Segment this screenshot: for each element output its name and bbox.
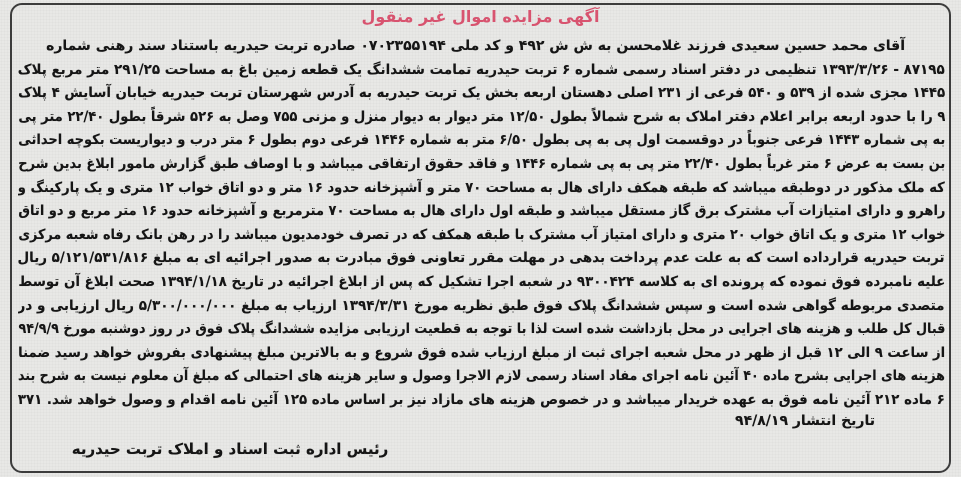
notice-body-line bbox=[18, 269, 945, 293]
notice-body-line-text: متصدی مربوطه گواهی شده است و سپس ششدانگ پلاک فوق طبق نظریه مورخ ۱۳۹۴/۳/۳۱ ارزیاب به مبلغ ۵/۳۰۰/۰۰۰/۰۰۰ ریال ارزیابی و در bbox=[18, 297, 945, 314]
publish-date bbox=[735, 410, 875, 432]
notice-body-line-text: به پی شماره ۱۴۴۳ فرعی جنوباً در دوقسمت اول پی به پی بطول ۶/۵۰ متر به شماره ۱۴۴۶ فرعی دوم بطول ۶ متر درب و دیواریست بکوچه احداثی bbox=[18, 132, 945, 149]
notice-body-line bbox=[18, 175, 945, 199]
notice-title: آگهی مزایده اموال غیر منقول bbox=[361, 7, 600, 26]
notice-body-line bbox=[18, 127, 945, 151]
signature-block bbox=[32, 437, 428, 461]
notice-body-line-text: از ساعت ۹ الی ۱۲ قبل از ظهر در محل شعبه اجرای ثبت از مبلغ ارزیاب شده فوق شروع و به بالاترین مبلغ پیشنهادی بفروش خواهد رسید ضمنا bbox=[18, 344, 945, 361]
notice-body-line-text: آقای محمد حسین سعیدی فرزند غلامحسن به ش ش ۴۹۲ و کد ملی ۰۷۰۲۳۵۵۱۹۴ صادره تربت حیدریه باستناد سند رهنی شماره bbox=[46, 38, 905, 54]
notice-body-line-text: ۶ ماده ۲۱۲ آئین نامه فوق به عهده خریدار میباشد و در خصوص هزینه های مازاد نیز بر اساس ماده ۱۲۵ آئین نامه اقدام و وصول خواهد شد. ۳۷۱ bbox=[18, 391, 945, 408]
notice-body-line-text: ۸۷۱۹۵ - ۱۳۹۳/۳/۲۶ تنظیمی در دفتر اسناد رسمی شماره ۶ تربت حیدریه تمامت ششدانگ یک قطعه زمین باغ به مساحت ۲۹۱/۲۵ متر مربع پلاک bbox=[18, 61, 945, 78]
notice-body-line bbox=[18, 33, 945, 57]
notice-body-line-text: تربت حیدریه قرارداده است که به علت عدم پرداخت بدهی در مهلت مقرر تعاونی فوق مبادرت به صدور اجرائیه ای به مبلغ ۵/۱۲۱/۵۳۱/۸۱۶ ریال bbox=[18, 250, 945, 267]
publish-date-value: ۹۴/۸/۱۹ bbox=[735, 413, 788, 429]
notice-body-line bbox=[18, 80, 945, 104]
notice-body-line-text: قبال کل طلب و هزینه های اجرایی در محل بازداشت شده است لذا با توجه به قطعیت ارزیابی مزایده ششدانگ پلاک فوق در روز دوشنبه مورخ ۹۴/۹/۹ bbox=[18, 321, 945, 338]
notice-body-line-text: علیه نامبرده فوق نموده که پرونده ای به کلاسه ۹۳۰۰۴۲۴ در شعبه اجرا تشکیل که پس از ابلاغ اجرائیه در تاریخ ۱۳۹۴/۱/۱۸ صحت ابلاغ آن توسط bbox=[18, 273, 945, 290]
notice-body-line bbox=[18, 57, 945, 81]
notice-body-line-text: هزینه های اجرایی بشرح ماده ۴۰ آئین نامه اجرای مفاد اسناد رسمی لازم الاجرا وصول و سایر هزینه های احتمالی که مبلغ آن معلوم نیست به شرح بند bbox=[18, 368, 945, 385]
notice-body-line bbox=[18, 316, 945, 340]
notice-body-line bbox=[18, 293, 945, 317]
notice-body-line-text: ۹ را با حدود اربعه برابر اعلام دفتر املاک به شرح شمالاً بطول ۱۲/۵۰ متر دیوار به دیوار منزل و مزنی ۷۵۵ وصل به ۵۲۶ شرقاً بطول ۲۲/۴۰ متر پی bbox=[18, 108, 945, 125]
notice-body-line bbox=[18, 222, 945, 246]
notice-body-line-text: ۱۴۴۵ مجزی شده از ۵۳۹ و ۵۴۰ فرعی از ۲۳۱ اصلی دهستان اربعه بخش یک تربت حیدریه به آدرس شهرستان تربت حیدریه خیابان آسایش ۴ پلاک bbox=[18, 85, 945, 102]
notice-body-line bbox=[18, 104, 945, 128]
notice-body-line-text: راهرو و دارای امتیازات آب مشترک برق گاز مستقل میباشد و طبقه اول دارای هال به مساحت ۷۰ مترمربع و آشپزخانه حدود ۱۶ متر مربع و دو اتاق bbox=[18, 203, 945, 220]
notice-body-line-text: خواب ۱۲ متری و یک اتاق خواب ۲۰ متری و دارای امتیاز آب مشترک با طبقه همکف که در تصرف خودمدیون میباشد را در رهن بانک رفاه شعبه مرکزی bbox=[18, 226, 945, 243]
notice-body-line bbox=[18, 198, 945, 222]
signature-text: رئیس اداره ثبت اسناد و املاک تربت حیدریه bbox=[71, 440, 389, 458]
notice-body-line bbox=[18, 245, 945, 269]
notice-body-line bbox=[18, 387, 945, 411]
publish-date-label: تاریخ انتشار bbox=[792, 413, 875, 429]
notice-body-line bbox=[18, 340, 945, 364]
notice-body bbox=[18, 33, 945, 411]
notice-body-line bbox=[18, 363, 945, 387]
notice-body-line-text: که ملک مذکور در دوطبقه میباشد که طبقه همکف دارای هال به مساحت ۷۰ متر و آشپزخانه حدود ۱۶ متر و دو اتاق خواب ۱۲ متری و یک پارکینگ و bbox=[18, 179, 945, 196]
notice-body-line bbox=[18, 151, 945, 175]
notice-body-line-text: بن بست به عرض ۶ متر غرباً بطول ۲۲/۴۰ متر پی به پی شماره ۱۴۴۶ و فاقد حقوق ارتفاقی میباشد و با اوصاف طبق گزارش مامور ابلاغ بدین شرح bbox=[18, 155, 945, 172]
